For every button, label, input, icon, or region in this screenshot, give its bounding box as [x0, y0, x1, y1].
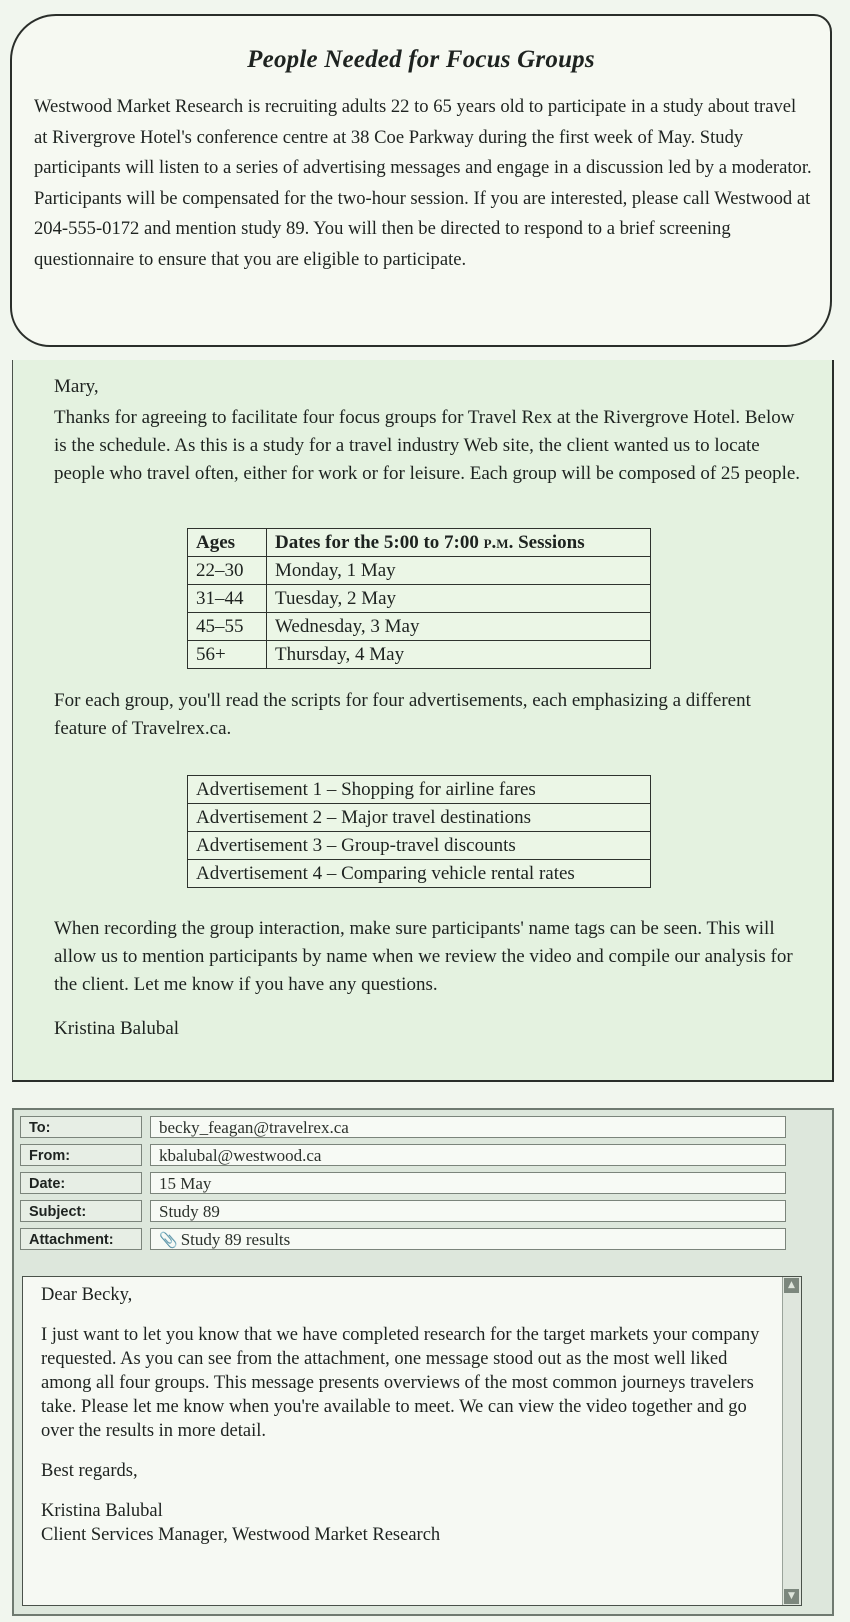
to-label: To:	[20, 1116, 142, 1138]
advertisement-item: Advertisement 2 – Major travel destinations	[188, 804, 651, 832]
email-body-paragraph: I just want to let you know that we have completed research for the target markets your company requested. As you can see from the attachment, one message stood out as the most well liked among all four groups. This message presents overviews of the most common journeys travelers take. Please let me know when you're available to meet. We can view the video together and go over the results in more detail.	[41, 1325, 760, 1441]
schedule-date: Monday, 1 May	[267, 557, 651, 585]
schedule-age: 56+	[188, 641, 267, 669]
email-window	[12, 1108, 834, 1616]
table-row	[188, 804, 651, 832]
table-row	[188, 776, 651, 804]
notice-text: Westwood Market Research is recruiting adults 22 to 65 years old to participate in a study about travel at Rivergrove Hotel's conference centre at 38 Coe Parkway during the first week of May. Study participants will listen to a series of advertising messages and engage in a discussion led by a moderator. Participants will be compensated for the two-hour session. If you are interested, please call Westwood at 204-555-0172 and mention study 89. You will then be directed to respond to a brief screening questionnaire to ensure that you are eligible to participate.	[34, 96, 812, 270]
table-row	[188, 641, 651, 669]
memo-signoff: Kristina Balubal	[54, 1018, 180, 1039]
schedule-header-ages: Ages	[188, 529, 267, 557]
from-field[interactable]: kbalubal@westwood.ca	[150, 1144, 786, 1166]
schedule-age: 31–44	[188, 585, 267, 613]
message-scrollbar[interactable]	[782, 1277, 801, 1605]
scroll-down-icon[interactable]: ▼	[784, 1589, 799, 1604]
memo-paragraph-2: For each group, you'll read the scripts for four advertisements, each emphasizing a different feature of Travelrex.ca.	[54, 690, 751, 739]
advertisement-item: Advertisement 1 – Shopping for airline fares	[188, 776, 651, 804]
schedule-date: Thursday, 4 May	[267, 641, 651, 669]
focus-group-notice	[10, 14, 832, 347]
schedule-date: Wednesday, 3 May	[267, 613, 651, 641]
schedule-table	[187, 528, 651, 669]
email-closing: Best regards,	[41, 1461, 138, 1481]
table-row	[188, 613, 651, 641]
message-body[interactable]	[22, 1276, 802, 1606]
notice-body	[34, 92, 814, 275]
schedule-header-dates: Dates for the 5:00 to 7:00 p.m. Sessions	[267, 529, 651, 557]
from-label: From:	[20, 1144, 142, 1166]
table-row	[188, 557, 651, 585]
message-text	[41, 1283, 776, 1547]
memo-paragraph-3: When recording the group interaction, make sure participants' name tags can be seen. This will allow us to mention participants by name when we review the video and compile our analysis for the client. Let me know if you have any questions.	[54, 918, 793, 995]
advertisement-table	[187, 775, 651, 888]
memo-paragraph-1: Thanks for agreeing to facilitate four focus groups for Travel Rex at the Rivergrove Hotel. Below is the schedule. As this is a study for a travel industry Web site, the client wanted us to locate people who travel often, either for work or for leisure. Each group will be composed of 25 people.	[54, 407, 801, 484]
subject-label: Subject:	[20, 1200, 142, 1222]
schedule-age: 45–55	[188, 613, 267, 641]
notice-title: People Needed for Focus Groups	[247, 46, 595, 73]
date-field[interactable]: 15 May	[150, 1172, 786, 1194]
email-signature-title: Client Services Manager, Westwood Market Research	[41, 1525, 441, 1545]
memo-greeting: Mary,	[54, 376, 99, 397]
advertisement-item: Advertisement 4 – Comparing vehicle rental rates	[188, 860, 651, 888]
date-label: Date:	[20, 1172, 142, 1194]
memo	[12, 360, 834, 1082]
to-field[interactable]: becky_feagan@travelrex.ca	[150, 1116, 786, 1138]
table-row	[188, 860, 651, 888]
schedule-date: Tuesday, 2 May	[267, 585, 651, 613]
table-row	[188, 585, 651, 613]
subject-field[interactable]: Study 89	[150, 1200, 786, 1222]
advertisement-item: Advertisement 3 – Group-travel discounts	[188, 832, 651, 860]
schedule-age: 22–30	[188, 557, 267, 585]
email-signature-name: Kristina Balubal	[41, 1501, 163, 1521]
attachment-name: Study 89 results	[180, 1230, 291, 1249]
paperclip-icon: 📎	[159, 1233, 178, 1249]
email-salutation: Dear Becky,	[41, 1285, 133, 1305]
table-row	[188, 832, 651, 860]
attachment-label: Attachment:	[20, 1228, 142, 1250]
attachment-field[interactable]	[150, 1228, 786, 1250]
schedule-header-row	[188, 529, 651, 557]
scroll-up-icon[interactable]: ▲	[784, 1278, 799, 1293]
